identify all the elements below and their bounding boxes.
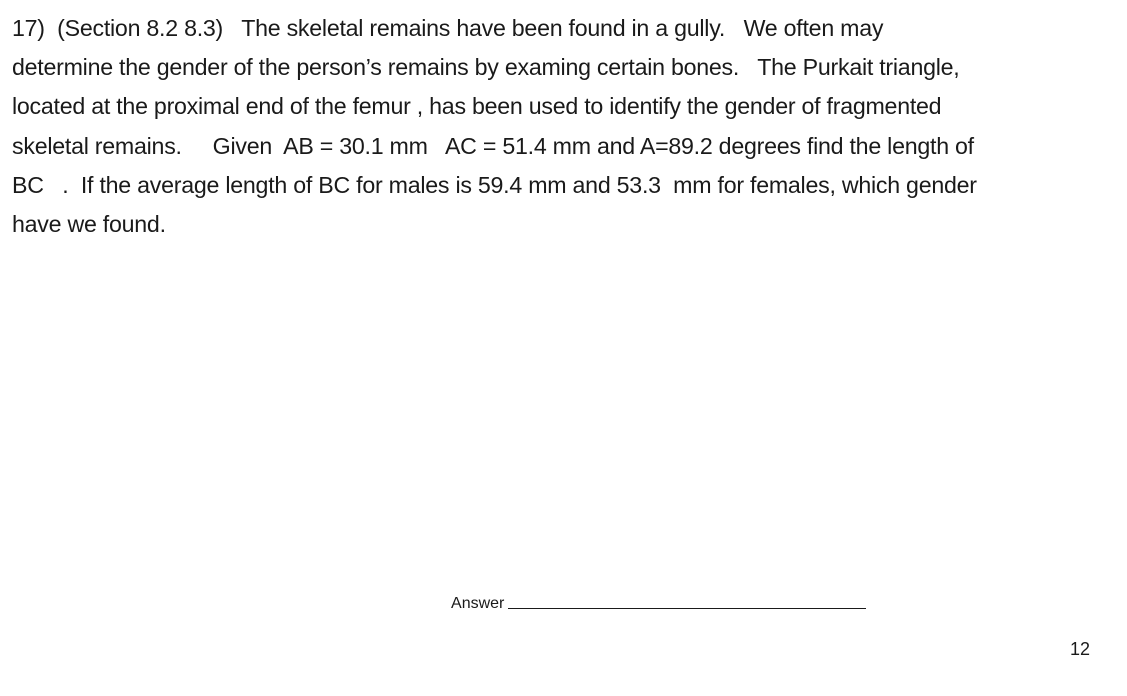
problem-text xyxy=(12,9,1102,244)
problem-line: determine the gender of the person’s remains by examing certain bones. The Purkait triangle, xyxy=(12,54,960,81)
page-number: 12 xyxy=(1070,639,1091,659)
problem-line: 17) (Section 8.2 8.3) The skeletal remains have been found in a gully. We often may xyxy=(12,15,884,41)
problem-line: BC . If the average length of BC for males is 59.4 mm and 53.3 mm for females, which gender xyxy=(12,171,977,198)
answer-label: Answer xyxy=(451,595,505,612)
problem-line: located at the proximal end of the femur , has been used to identify the gender of fragmented xyxy=(12,93,942,120)
answer-row xyxy=(443,574,866,614)
answer-blank-line xyxy=(508,607,866,609)
problem-line: skeletal remains. Given AB = 30.1 mm AC = 51.4 mm and A=89.2 degrees find the length of xyxy=(12,132,974,159)
problem-line: have we found. xyxy=(12,210,166,237)
